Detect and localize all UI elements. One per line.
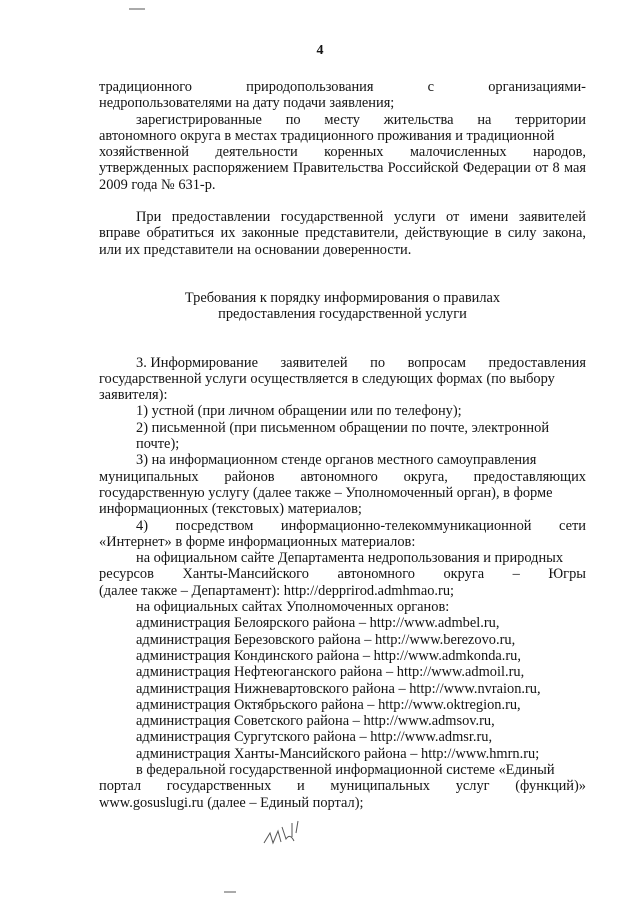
para-traditional-nature-use [99,79,586,112]
admin-line-berezovsky: администрация Березовского района – http://www.berezovo.ru, [136,631,516,648]
text-line: вправе обратиться их законные представители, действующие в силу [99,225,537,242]
word: деятельности [215,144,298,161]
list-item-stand [99,452,586,517]
admin-line-surgutsky: администрация Сургутского района – http://www.admsr.ru, [136,729,493,746]
admin-line-kondinsky: администрация Кондинского района – http://www.admkonda.ru, [136,647,521,664]
word: предоставления [488,354,586,371]
word: информационно-телекоммуникационной [280,517,532,534]
page-number: 4 [316,43,324,58]
text-line: утвержденных распоряжением Правительства Российской Федерации [99,160,531,177]
word: районов [224,468,275,485]
text-line: информационных (текстовых) материалов; [99,501,362,518]
list-item-internet [99,518,586,551]
heading-line: Требования к порядку информирования о правилах [184,289,501,306]
document-body [99,79,586,811]
text-line: (далее также – Департамент): http://depprirod.admhmao.ru; [99,582,455,599]
admin-line-oktyabrsky: администрация Октябрьского района – http://www.oktregion.ru, [136,696,521,713]
word: посредством [175,517,254,534]
word: автономного [300,468,378,485]
admin-line-nefteyugansky: администрация Нефтеюганского района – http://www.admoil.ru, [136,664,525,681]
text-line: государственной услуги осуществляется в следующих формах (по выбору [99,370,555,387]
text-line: При предоставлении государственной услуги от имени заявителей [136,209,586,226]
word: Ханты-Мансийского [182,566,309,583]
word: услуг [455,778,490,795]
word: по [370,354,386,371]
word: коренных [324,144,384,161]
text-line: на официальных сайтах Уполномоченных органов: [136,599,450,616]
text-line: закона, или их представители на основании доверенности. [99,225,586,258]
admin-line-nizhnevartovsky: администрация Нижневартовского района – http://www.nvraion.ru, [136,680,541,697]
word: ресурсов [99,566,154,583]
text-line: 3) на информационном стенде органов местного самоуправления [136,452,537,469]
text-line: недропользователями на дату подачи заявления; [99,95,395,112]
word: на [477,111,492,128]
word: организациями- [488,79,586,95]
text-line: в федеральной государственной информационной системе «Единый [136,761,555,778]
word: природопользования [246,79,374,95]
scan-mark-top [128,6,148,12]
word: – [512,566,520,583]
word: Югры [548,566,586,583]
para-official-sites [99,599,586,762]
text-line: государственную услугу (далее также – Уполномоченный орган), в форме [99,484,553,501]
para-registered-residents [99,112,586,193]
word: по [285,111,301,128]
word: автономного [337,566,415,583]
word: округа [443,566,485,583]
word: народов, [533,144,586,161]
para-department-site [99,550,586,599]
para-informing-forms [99,355,586,404]
word: государственных [166,778,272,795]
word: заявителей [280,354,348,371]
word: муниципальных [99,468,199,485]
scan-mark-bottom [222,888,242,896]
word: зарегистрированные [136,111,262,128]
admin-line-khanty-mansiysky: администрация Ханты-Мансийского района – http://www.hmrn.ru; [136,745,540,762]
word: территории [515,111,586,128]
word: 3. Информирование [136,354,258,371]
text-line: 1) устной (при личном обращении или по телефону); [136,403,462,420]
word: вопросам [407,354,467,371]
para-unified-portal [99,762,586,811]
word: и [296,778,305,795]
admin-line-beloyarsky: администрация Белоярского района – http://www.admbel.ru, [136,615,500,632]
text-line: www.gosuslugi.ru (далее – Единый портал); [99,794,364,811]
text-line: на официальном сайте Департамента недропользования и природных [136,550,564,567]
admin-line-sovetsky: администрация Советского района – http://www.admsov.ru, [136,713,495,730]
word: с [427,79,435,95]
word: муниципальных [330,778,430,795]
word: портал [99,778,142,795]
para-representatives [99,209,586,258]
text-line: от 8 мая 2009 года № 631-р. [99,160,586,193]
text-line: автономного округа в местах традиционного проживания и традиционной [99,127,555,144]
list-item-written [99,420,586,453]
word: месту [324,111,360,128]
text-line: заявителя): [99,387,168,404]
word: 4) [136,517,148,534]
word: жительства [383,111,454,128]
word: сети [559,517,586,534]
word: (функций)» [515,778,586,795]
text-line: «Интернет» в форме информационных материалов: [99,533,416,550]
list-item-oral [99,403,586,419]
text-line: почте); [136,436,180,453]
section-heading [99,290,586,323]
word: округа, [403,468,448,485]
word: хозяйственной [99,144,189,161]
word: малочисленных [409,144,507,161]
word: традиционного [99,79,193,95]
text-line: 2) письменной (при письменном обращении по почте, электронной [136,419,550,436]
word: предоставляющих [473,468,586,485]
handwritten-signature [258,815,308,851]
heading-line: предоставления государственной услуги [218,306,467,323]
